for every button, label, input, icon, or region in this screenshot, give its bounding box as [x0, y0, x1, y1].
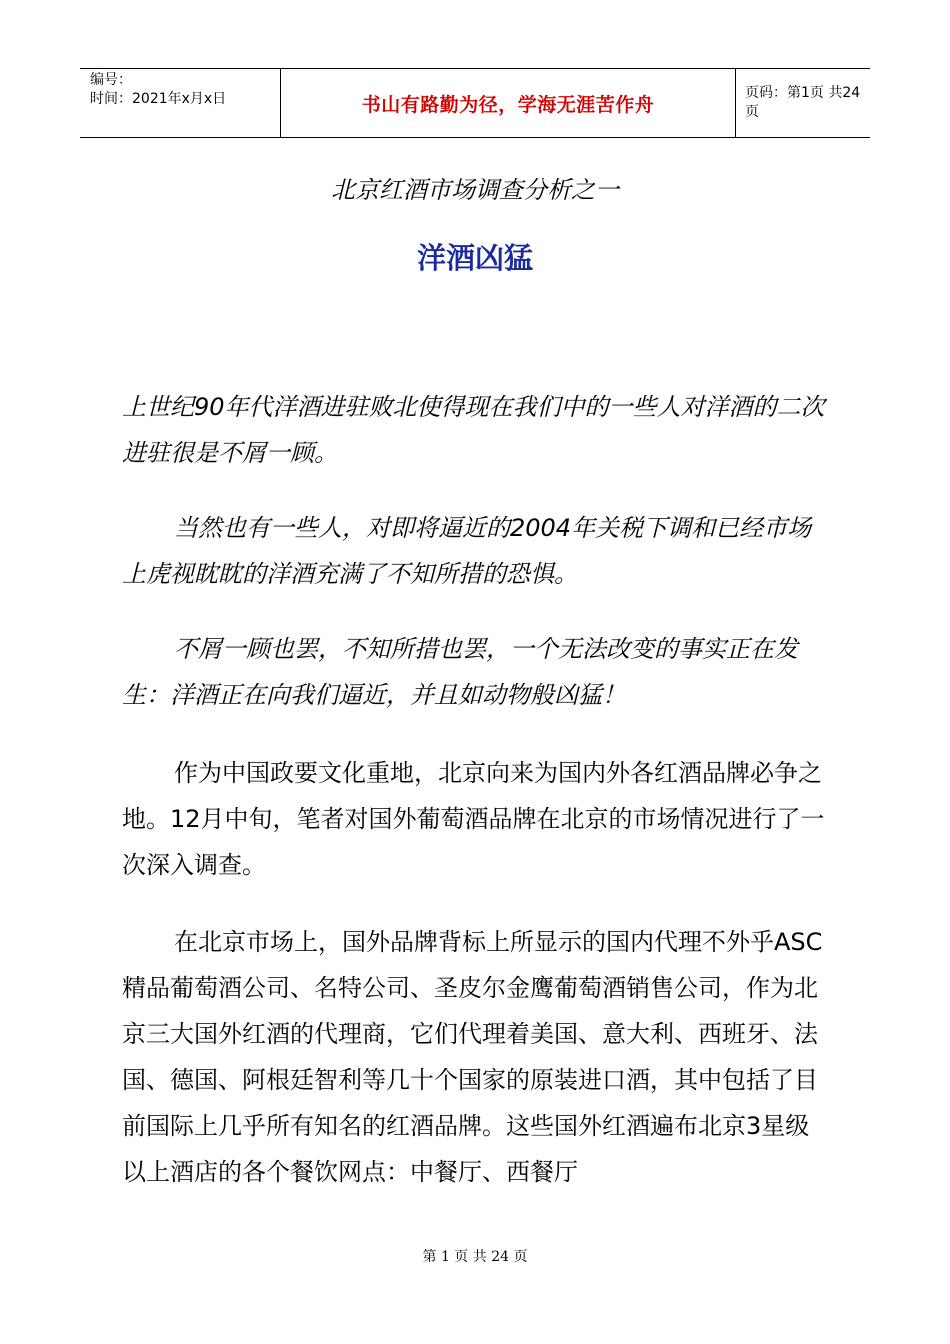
- number-label: 编号：: [90, 72, 132, 88]
- paragraph-3: 不屑一顾也罢，不知所措也罢，一个无法改变的事实正在发生：洋酒正在向我们逼近，并且如动物般凶猛！: [122, 635, 798, 709]
- header-motto-cell: [280, 69, 736, 137]
- motto-text: 书山有路勤为径，学海无涯苦作舟: [361, 93, 655, 116]
- page-info: 页码：第1页 共24页: [745, 85, 861, 120]
- header-meta-cell: [80, 69, 280, 137]
- time-label: 时间：2021年x月x日: [90, 91, 227, 107]
- header-page-cell: [735, 69, 870, 137]
- header-table: [80, 68, 870, 138]
- document-subtitle: 北京红酒市场调查分析之一: [331, 176, 619, 204]
- paragraph-1: 上世纪90年代洋酒进驻败北使得现在我们中的一些人对洋酒的二次进驻很是不屑一顾。: [122, 393, 825, 467]
- paragraph-2: 当然也有一些人，对即将逼近的2004年关税下调和已经市场上虎视眈眈的洋酒充满了不知所措的恐惧。: [122, 514, 812, 588]
- paragraph-5: 在北京市场上，国外品牌背标上所显示的国内代理不外乎ASC精品葡萄酒公司、名特公司、圣皮尔金鹰葡萄酒销售公司，作为北京三大国外红酒的代理商，它们代理着美国、意大利、西班牙、法国、德国、阿根廷智利等几十个国家的原装进口酒，其中包括了目前国际上几乎所有知名的红酒品牌。这些国外红酒遍布北京3星级以上酒店的各个餐饮网点：中餐厅、西餐厅: [122, 928, 823, 1186]
- paragraph-4: 作为中国政要文化重地，北京向来为国内外各红酒品牌必争之地。12月中旬，笔者对国外葡萄酒品牌在北京的市场情况进行了一次深入调查。: [122, 759, 825, 879]
- page-footer: 第 1 页 共 24 页: [422, 1249, 528, 1265]
- document-title: 洋酒凶猛: [416, 241, 533, 275]
